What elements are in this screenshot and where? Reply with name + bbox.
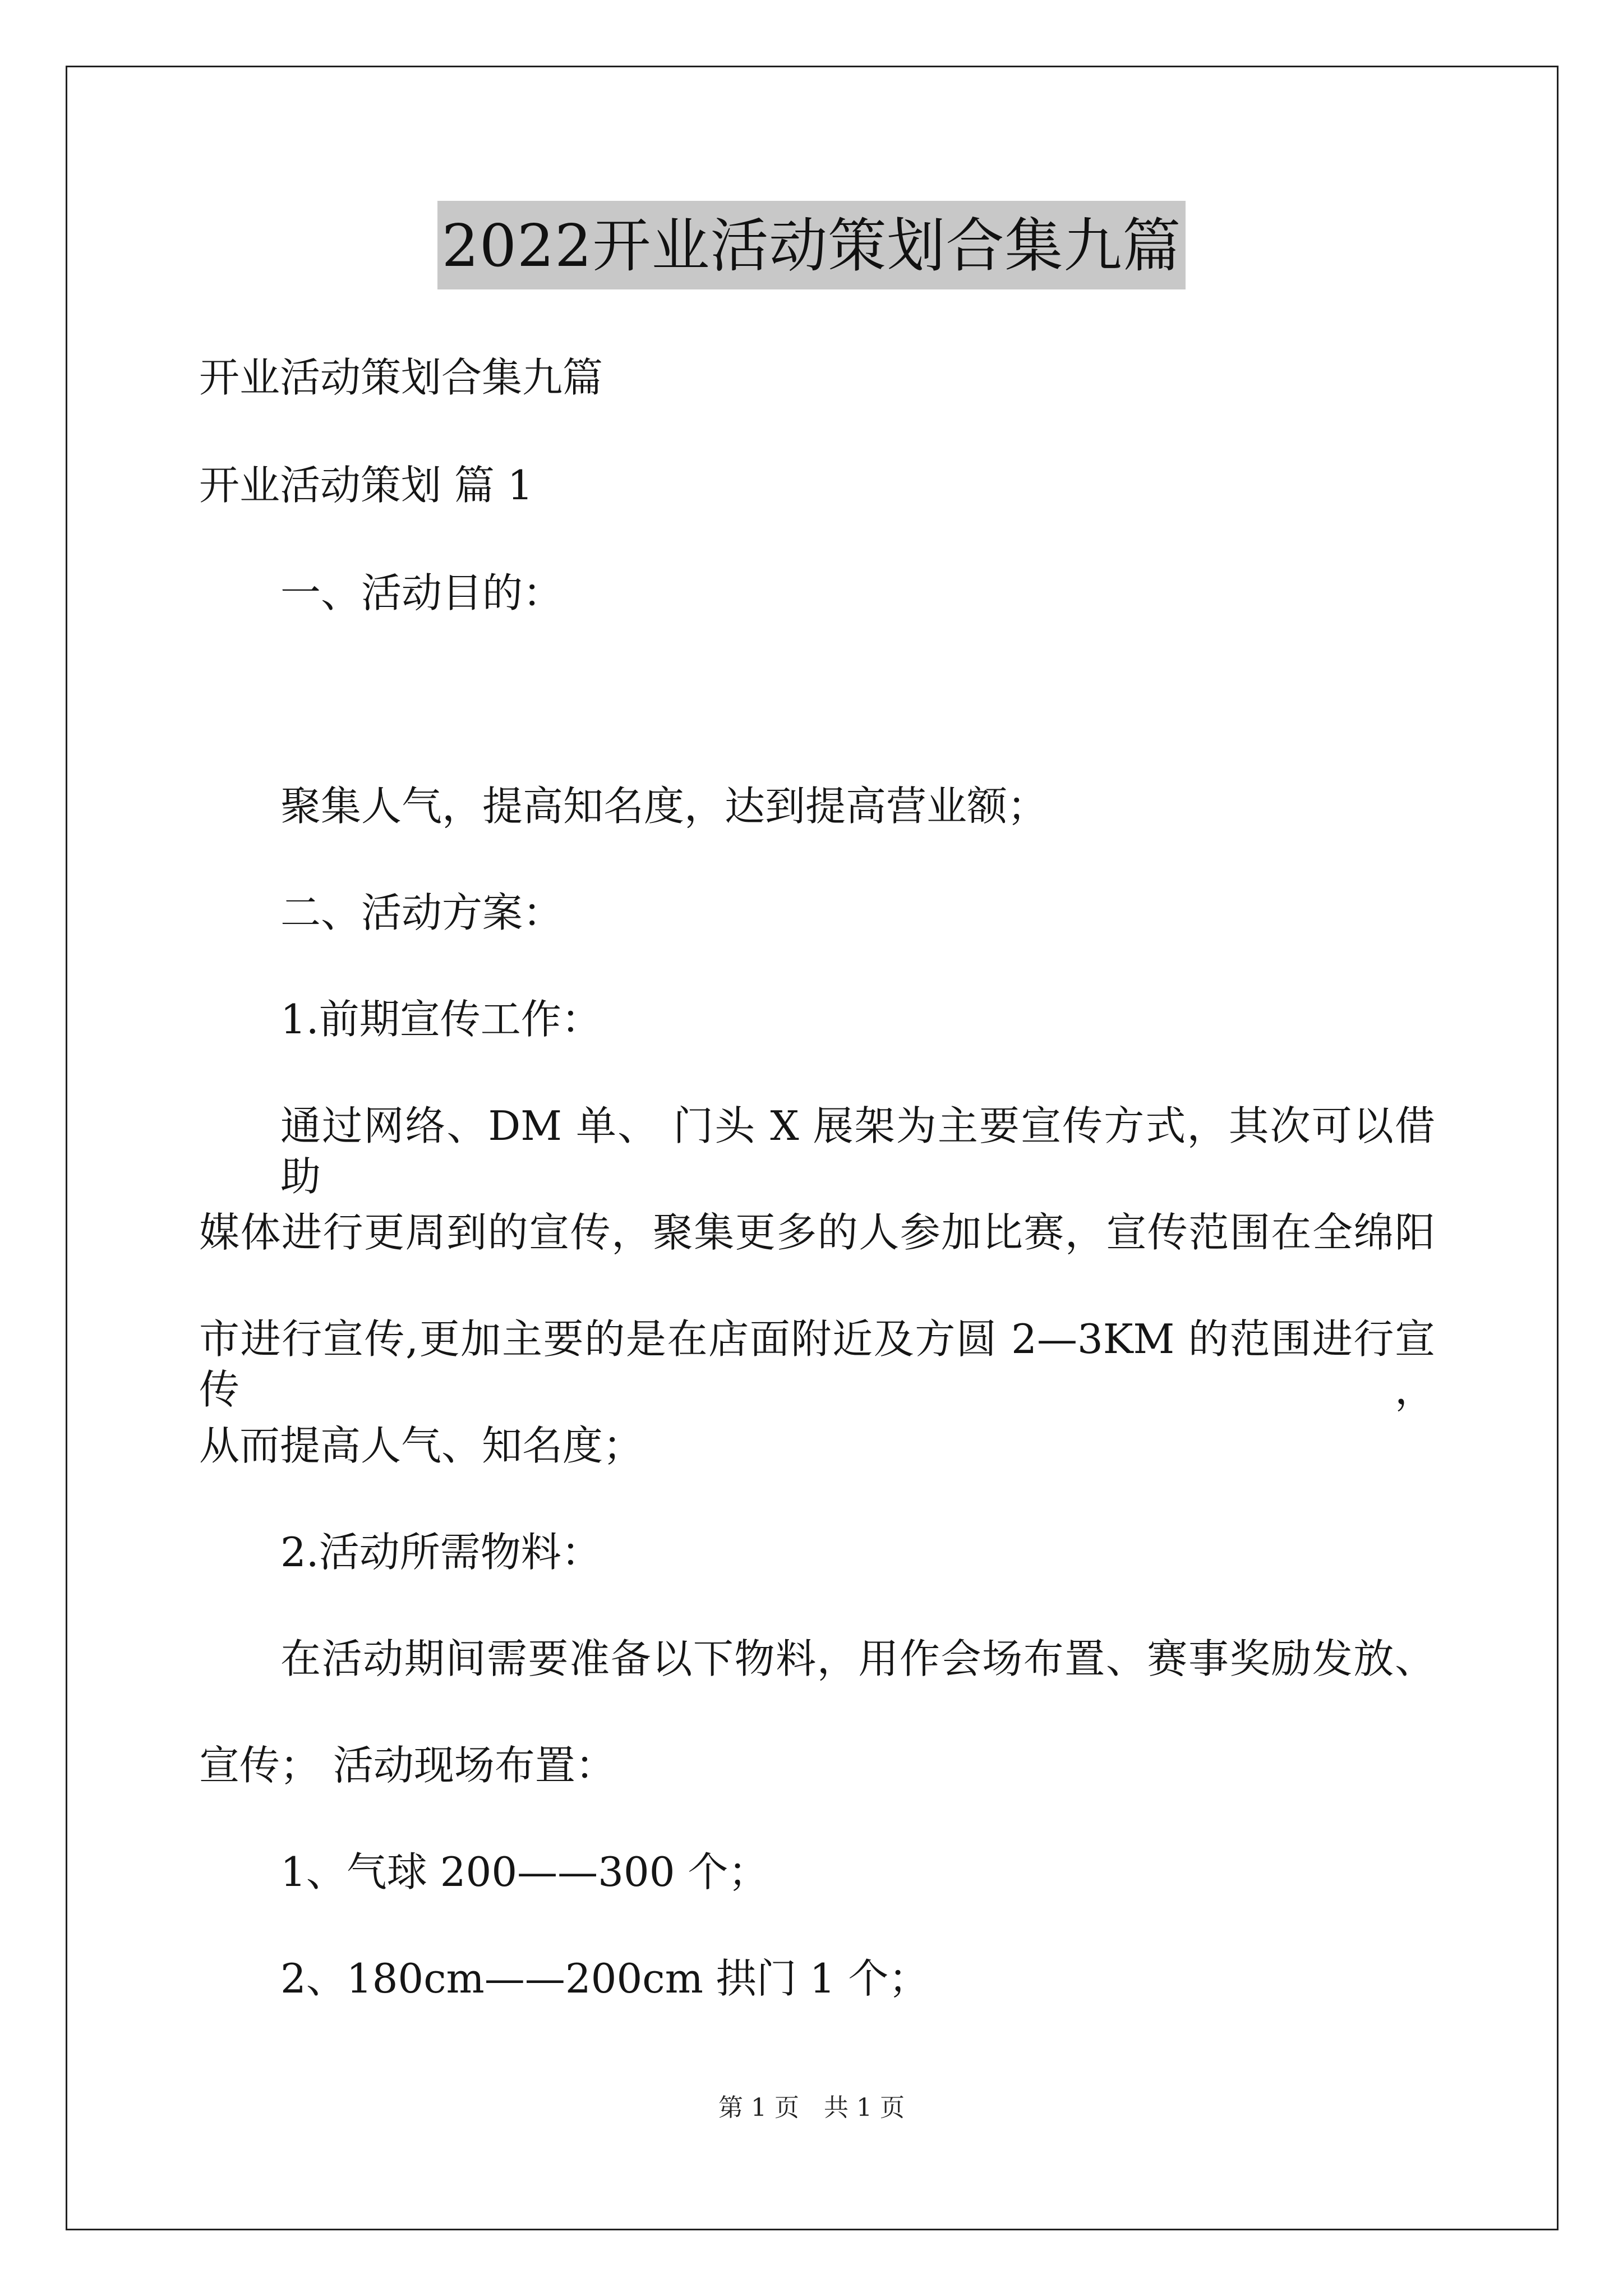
paragraph-promotion-line-1: 通过网络、DM 单、 门头 X 展架为主要宣传方式，其次可以借助 xyxy=(280,1102,1435,1200)
paragraph-promotion-line-3: 市进行宣传,更加主要的是在店面附近及方圆 2—3KM 的范围进行宣传， xyxy=(199,1315,1435,1413)
paragraph-promotion-line-2: 媒体进行更周到的宣传，聚集更多的人参加比赛，宣传范围在全绵阳 xyxy=(199,1209,1435,1256)
page-footer: 第 1 页 共 1 页 xyxy=(718,2093,905,2122)
subtitle-paragraph: 开业活动策划合集九篇 xyxy=(199,354,603,401)
list-item-arch: 2、180cm——200cm 拱门 1 个； xyxy=(280,1955,929,2002)
paragraph-materials-line-1: 在活动期间需要准备以下物料，用作会场布置、赛事奖励发放、 xyxy=(280,1635,1435,1682)
paragraph-purpose: 聚集人气，提高知名度，达到提高营业额； xyxy=(280,783,1048,830)
paragraph-promotion-line-4: 从而提高人气、知名度； xyxy=(199,1422,644,1469)
document-title-wrapper xyxy=(0,201,1623,289)
paragraph-materials-line-2: 宣传； 活动现场布置： xyxy=(199,1742,616,1789)
heading-activity-purpose: 一、活动目的： xyxy=(280,569,564,616)
heading-activity-plan: 二、活动方案： xyxy=(280,889,564,936)
list-item-balloons: 1、气球 200——300 个； xyxy=(280,1848,769,1895)
heading-promotion: 1.前期宣传工作： xyxy=(280,996,602,1043)
heading-materials: 2.活动所需物料： xyxy=(280,1529,602,1576)
section-heading: 开业活动策划 篇 1 xyxy=(199,462,533,509)
document-title: 2022开业活动策划合集九篇 xyxy=(437,201,1186,289)
